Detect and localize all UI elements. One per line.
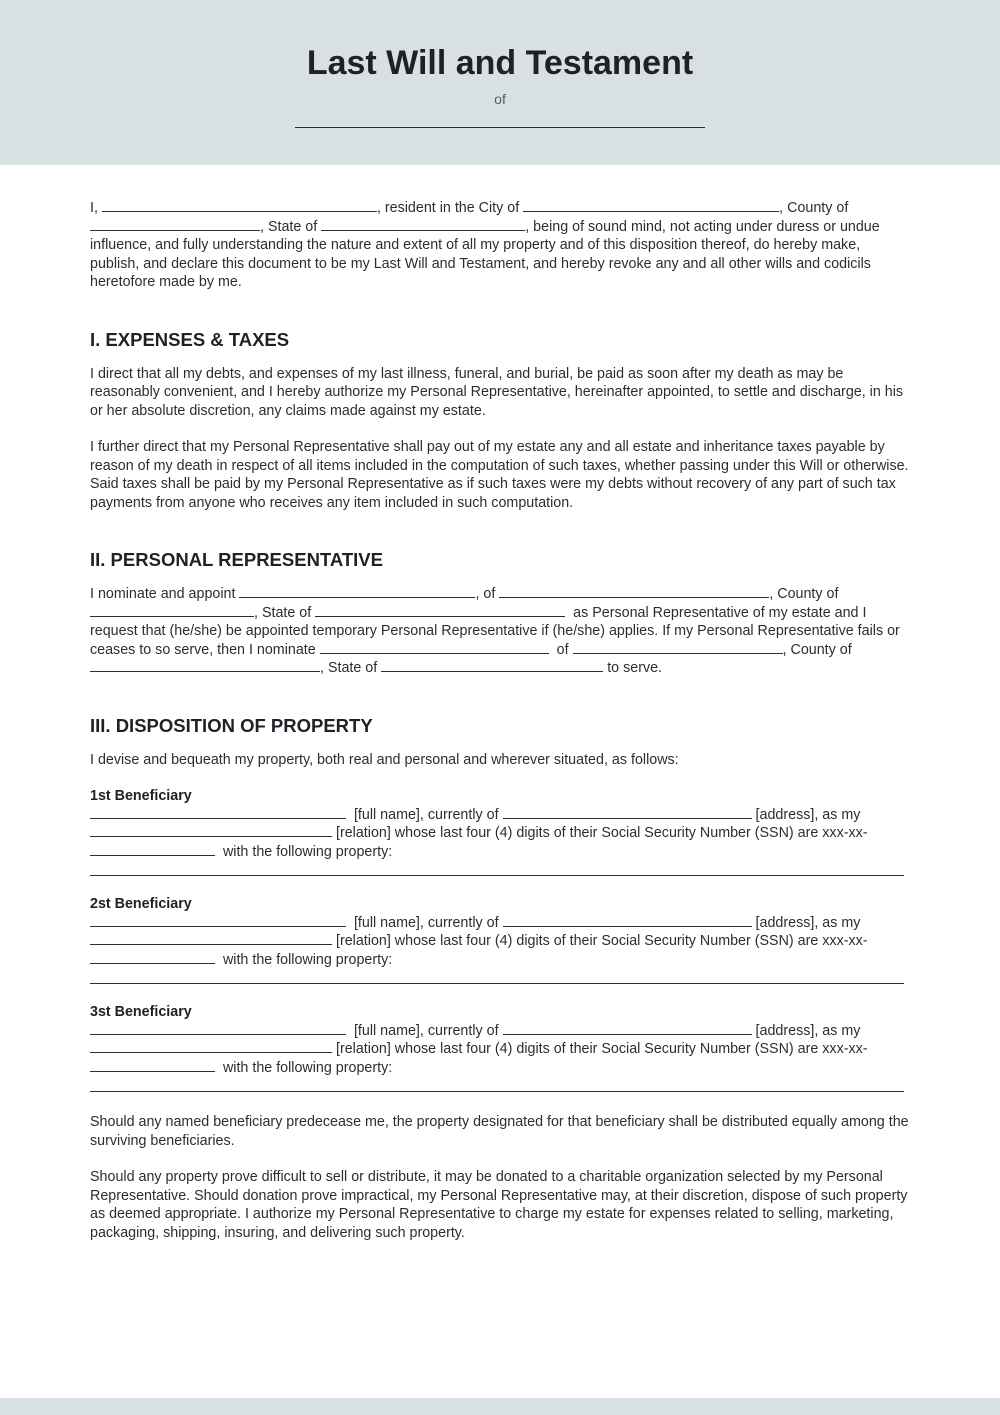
beneficiary-text: [address], as my (755, 1022, 861, 1039)
section-heading-expenses: I. EXPENSES & TAXES (90, 328, 290, 350)
beneficiary-block (90, 895, 910, 984)
intro-text: , State of (260, 218, 318, 235)
rep-county-blank[interactable] (90, 604, 254, 617)
closing-paragraph-2: Should any property prove difficult to sell or distribute, it may be donated to a charitable organization selected by my Personal Representative. Should donation prove impractical, my Personal Representative may, at their discretion, dispose of such property as deemed appropriate. I authorize my Personal Representative to charge my estate for expenses related to selling, marketing, packaging, shipping, insuring, and delivering such property. (90, 1169, 908, 1241)
beneficiary-name-blank[interactable] (90, 1022, 346, 1035)
footer-band (0, 1398, 1000, 1415)
intro-text: , County of (779, 200, 849, 216)
beneficiary-paragraph (90, 806, 910, 862)
beneficiary-address-blank[interactable] (503, 1022, 752, 1035)
intro-paragraph (90, 199, 910, 292)
beneficiary-ssn-blank[interactable] (90, 1059, 215, 1072)
beneficiary-ssn-blank[interactable] (90, 843, 215, 856)
beneficiary-text: [full name], currently of (353, 1022, 499, 1039)
beneficiary-paragraph (90, 914, 910, 970)
rep-text: of (556, 641, 569, 658)
beneficiary-text: [full name], currently of (353, 914, 499, 931)
rep-text: I nominate and appoint (90, 586, 236, 602)
rep-text: to serve. (607, 660, 663, 676)
rep-text: , of (475, 586, 496, 602)
beneficiary-text: [address], as my (755, 914, 861, 931)
expenses-paragraph-2: I further direct that my Personal Representative shall pay out of my estate any and all estate and inheritance taxes payable by reason of my death in respect of all items included in the computation of such taxes, whether passing under this Will or otherwise. Said taxes shall be paid by my Personal Representative as if such taxes were my debts without recovery of any part of such tax payments from anyone who receives any item included in such computation. (90, 439, 909, 511)
rep-text: , County of (782, 641, 852, 658)
beneficiary-name-blank[interactable] (90, 914, 346, 927)
document-title: Last Will and Testament (306, 44, 694, 82)
beneficiary-text: [relation] whose last four (4) digits of their Social Security Number (SSN) are xxx-xx- (335, 825, 868, 841)
beneficiary-property-line[interactable] (90, 983, 904, 984)
intro-text: , resident in the City of (376, 200, 520, 216)
beneficiary-label: 2st Beneficiary (90, 896, 192, 912)
rep-text: , County of (769, 586, 839, 602)
title-of: of (494, 91, 506, 107)
beneficiary-block (90, 1003, 910, 1092)
beneficiary-block (90, 787, 910, 876)
alt-rep-state-blank[interactable] (381, 659, 603, 672)
beneficiary-text: [address], as my (755, 806, 861, 823)
city-blank[interactable] (523, 199, 779, 212)
beneficiary-address-blank[interactable] (503, 806, 752, 819)
beneficiary-relation-blank[interactable] (90, 1040, 332, 1053)
alt-rep-city-blank[interactable] (573, 641, 783, 654)
alt-rep-county-blank[interactable] (90, 659, 320, 672)
beneficiary-text: [full name], currently of (353, 806, 499, 823)
beneficiary-property-line[interactable] (90, 875, 904, 876)
rep-name-blank[interactable] (239, 585, 475, 598)
alt-rep-name-blank[interactable] (320, 641, 549, 654)
beneficiary-paragraph (90, 1022, 910, 1078)
expenses-paragraph-1: I direct that all my debts, and expenses of my last illness, funeral, and burial, be paid as soon after my death as may be reasonably convenient, and I hereby authorize my Personal Representative, hereinafter appointed, to settle and discharge, in his or her absolute discretion, any claims made against my estate. (90, 365, 904, 419)
section-heading-disposition: III. DISPOSITION OF PROPERTY (90, 714, 373, 736)
rep-text: , State of (320, 660, 378, 676)
representative-paragraph (90, 585, 910, 678)
beneficiary-address-blank[interactable] (503, 914, 752, 927)
beneficiary-name-blank[interactable] (90, 806, 346, 819)
intro-text: I, (90, 200, 98, 216)
rep-text: as Personal Representative of my estate and I request that (he/she) be appointed temporary Personal Representative if (he/she) applies. If my Personal Representative fails or ceases to so serve, then I nominate (90, 604, 900, 658)
beneficiary-label: 1st Beneficiary (90, 788, 192, 804)
testator-name-line[interactable] (295, 127, 705, 128)
rep-state-blank[interactable] (315, 604, 565, 617)
testator-name-blank[interactable] (102, 199, 377, 212)
intro-text: , being of sound mind, not acting under duress or undue influence, and fully understanding the nature and extent of all my property and of this disposition thereof, do hereby make, publish, and declare this document to be my Last Will and Testament, and hereby revoke any and all other wills and codicils heretofore made by me. (90, 218, 880, 290)
beneficiary-ssn-blank[interactable] (90, 951, 215, 964)
disposition-intro: I devise and bequeath my property, both real and personal and wherever situated, as follows: (90, 751, 679, 768)
section-heading-representative: II. PERSONAL REPRESENTATIVE (90, 549, 383, 570)
state-blank[interactable] (321, 218, 525, 231)
beneficiary-text: [relation] whose last four (4) digits of their Social Security Number (SSN) are xxx-xx- (335, 933, 868, 949)
header-band (0, 0, 1000, 165)
closing-paragraph-1: Should any named beneficiary predecease me, the property designated for that beneficiary shall be distributed equally among the surviving beneficiaries. (90, 1114, 909, 1149)
county-blank[interactable] (90, 218, 260, 231)
beneficiary-label: 3st Beneficiary (90, 1004, 192, 1020)
rep-city-blank[interactable] (499, 585, 769, 598)
beneficiary-text: with the following property: (222, 1059, 393, 1076)
document-body (90, 199, 910, 1242)
beneficiary-text: with the following property: (222, 951, 393, 968)
beneficiary-relation-blank[interactable] (90, 932, 332, 945)
beneficiary-relation-blank[interactable] (90, 824, 332, 837)
rep-text: , State of (254, 604, 312, 621)
beneficiary-text: with the following property: (222, 843, 393, 860)
beneficiary-text: [relation] whose last four (4) digits of their Social Security Number (SSN) are xxx-xx- (335, 1041, 868, 1057)
beneficiary-property-line[interactable] (90, 1091, 904, 1092)
